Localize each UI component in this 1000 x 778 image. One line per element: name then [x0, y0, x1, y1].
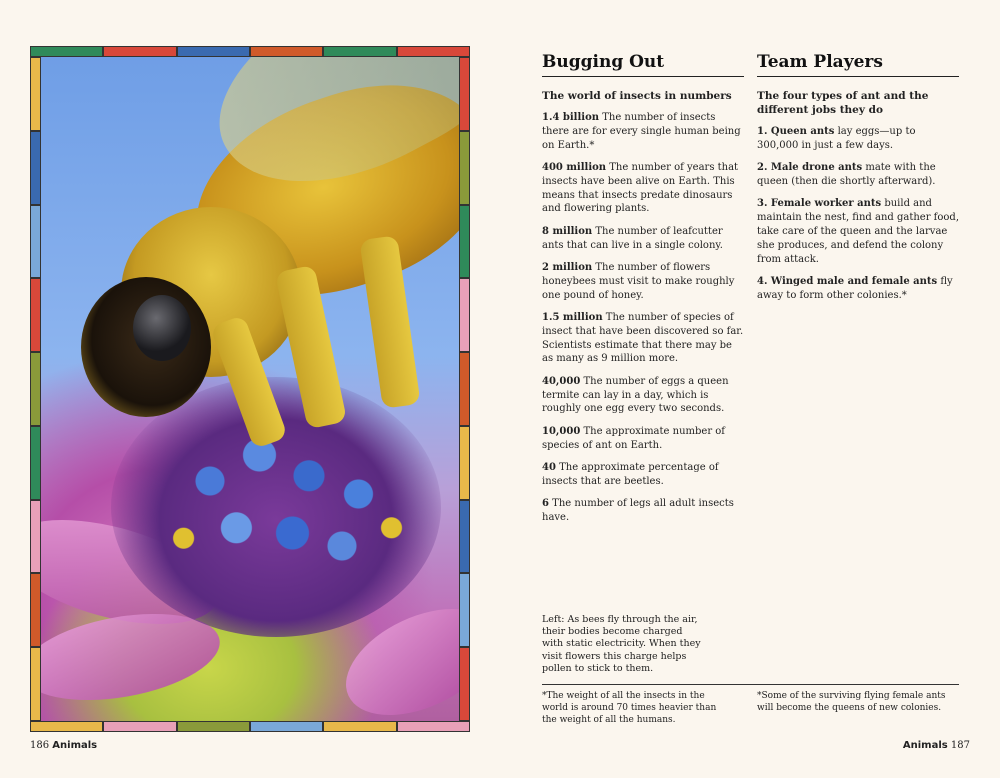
fact-number: 2 million	[542, 261, 593, 273]
fact-number: 4. Winged male and female ants	[757, 275, 938, 287]
bugging-out-title: Bugging Out	[542, 52, 744, 77]
frame-segment	[460, 132, 469, 204]
fact-item	[542, 161, 744, 216]
frame-segment	[251, 47, 322, 56]
fact-text: The number of legs all adult insects have.	[542, 498, 734, 523]
frame-segment	[31, 353, 40, 425]
folio-left	[30, 740, 97, 751]
frame-segment	[104, 722, 175, 731]
frame-segment	[460, 427, 469, 499]
bee-on-flower-photo	[41, 57, 459, 721]
frame-segment	[31, 279, 40, 351]
frame-segment	[460, 206, 469, 278]
fact-number: 1. Queen ants	[757, 126, 835, 137]
fact-item	[757, 275, 959, 303]
fact-number: 40	[542, 461, 556, 473]
frame-segment	[324, 47, 395, 56]
frame-segment	[31, 501, 40, 573]
fact-item	[542, 425, 744, 453]
fact-text: fly away to form other colonies.*	[757, 275, 953, 301]
fact-text: The number of years that insects have been alive on Earth. This means that insects predate dinosaurs and flowering plants.	[542, 161, 739, 215]
fact-item	[542, 225, 744, 253]
fact-text: lay eggs—up to 300,000 in just a few days.	[757, 126, 916, 151]
frame-segment	[31, 427, 40, 499]
fact-item	[542, 311, 744, 366]
footnote-left: *The weight of all the insects in the world is around 70 times heavier than the weight of all the humans.	[542, 691, 717, 725]
section-label-left: Animals	[52, 740, 98, 751]
frame-segment	[178, 47, 249, 56]
fact-text: The number of leafcutter ants that can live in a single colony.	[542, 225, 723, 251]
frame-segment	[31, 132, 40, 204]
fact-text: The number of flowers honeybees must visit to make roughly one pound of honey.	[542, 261, 735, 301]
photo-frame	[30, 46, 470, 732]
frame-segment	[460, 353, 469, 425]
fact-item	[757, 197, 959, 266]
frame-segment	[31, 722, 102, 731]
fact-text: The number of species of insect that have been discovered so far. Scientists estimate that there may be as many as 9 million more.	[542, 311, 744, 365]
fact-text: The number of eggs a queen termite can lay in a day, which is roughly one egg every two seconds.	[542, 375, 729, 415]
page-number-right: 187	[950, 740, 970, 751]
fact-item	[542, 111, 744, 152]
fact-number: 3. Female worker ants	[757, 198, 882, 210]
folio-right	[903, 740, 970, 751]
fact-text: The approximate number of species of ant on Earth.	[542, 425, 726, 451]
fact-number: 8 million	[542, 225, 593, 237]
frame-segment	[324, 722, 395, 731]
team-players-title: Team Players	[757, 52, 959, 77]
fact-number: 2. Male drone ants	[757, 162, 863, 174]
photo-caption: Left: As bees fly through the air, their bodies become charged with static electricity. When they visit flowers this charge helps pollen to stick to them.	[542, 614, 701, 674]
frame-segment	[398, 47, 469, 56]
fact-text: The number of insects there are for every single human being on Earth.*	[542, 112, 741, 151]
frame-segment	[251, 722, 322, 731]
fact-text: build and maintain the nest, find and gather food, take care of the queen and the larvae she produces, and defend the colony from attack.	[757, 198, 959, 265]
frame-segment	[31, 206, 40, 278]
page-number-left: 186	[30, 740, 50, 751]
fact-item	[542, 497, 744, 525]
frame-segment	[104, 47, 175, 56]
frame-segment	[460, 58, 469, 130]
frame-segment	[398, 722, 469, 731]
fact-item	[757, 161, 959, 189]
team-players-intro: The four types of ant and the different jobs they do	[757, 90, 929, 116]
fact-number: 10,000	[542, 425, 581, 437]
frame-segment	[31, 648, 40, 720]
frame-segment	[460, 279, 469, 351]
bugging-out-column	[542, 52, 744, 533]
frame-segment	[460, 648, 469, 720]
fact-number: 6	[542, 498, 549, 510]
bugging-out-intro: The world of insects in numbers	[542, 90, 732, 102]
frame-segment	[31, 47, 102, 56]
section-label-right: Animals	[902, 740, 948, 751]
fact-text: The approximate percentage of insects that are beetles.	[542, 461, 719, 487]
fact-item	[757, 125, 959, 153]
fact-number: 400 million	[542, 161, 607, 173]
frame-segment	[178, 722, 249, 731]
footnote-right: *Some of the surviving flying female ants will become the queens of new colonies.	[757, 691, 946, 713]
footnote-rule	[542, 684, 959, 685]
fact-item	[542, 375, 744, 416]
frame-segment	[460, 574, 469, 646]
fact-text: mate with the queen (then die shortly afterward).	[757, 162, 936, 187]
fact-number: 40,000	[542, 375, 581, 387]
frame-segment	[31, 58, 40, 130]
fact-number: 1.5 million	[542, 311, 603, 323]
frame-segment	[31, 574, 40, 646]
team-players-column	[757, 52, 959, 311]
fact-item	[542, 461, 744, 489]
fact-item	[542, 261, 744, 302]
frame-segment	[460, 501, 469, 573]
fact-number: 1.4 billion	[542, 112, 600, 123]
